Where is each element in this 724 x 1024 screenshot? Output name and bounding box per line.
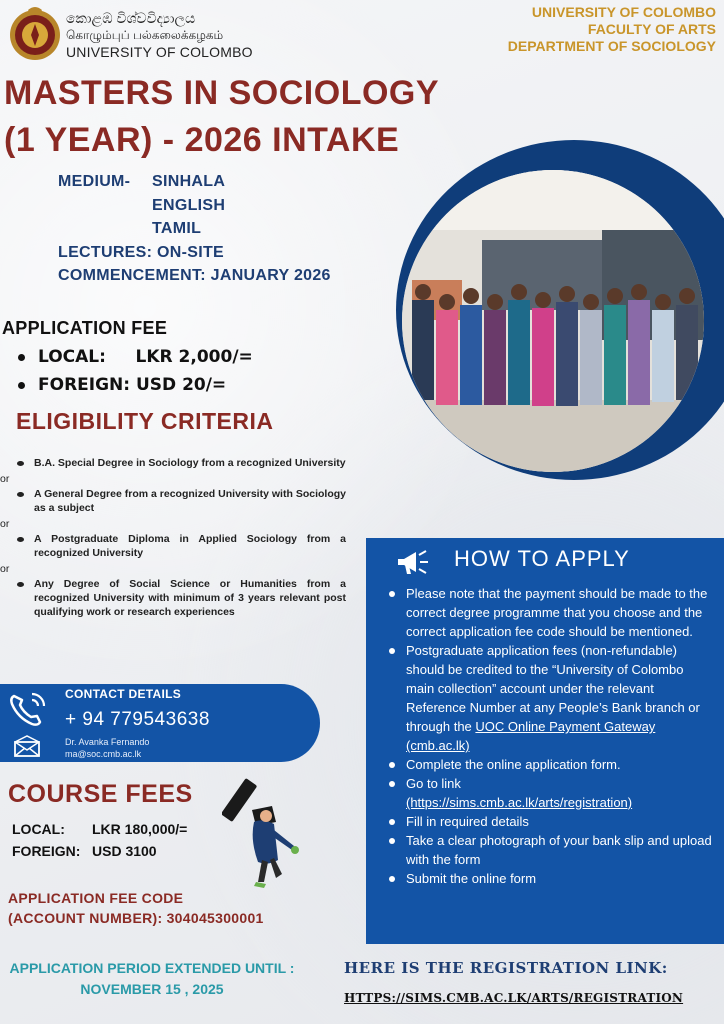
bullet-icon	[17, 582, 24, 587]
list-item	[12, 532, 346, 560]
page-title	[4, 70, 439, 164]
contact-info	[65, 736, 149, 760]
fee-code-line-1: APPLICATION FEE CODE	[8, 890, 184, 906]
university-seal-logo	[8, 4, 62, 62]
header-faculty: FACULTY OF ARTS	[587, 21, 716, 37]
megaphone-icon	[396, 549, 430, 577]
logo-sinhala-text: කොළඹ විශ්වවිද්‍යාලය	[66, 10, 196, 26]
deadline-notice	[4, 958, 300, 1000]
commencement-text: COMMENCEMENT: JANUARY 2026	[58, 267, 331, 284]
header-department: DEPARTMENT OF SOCIOLOGY	[507, 38, 716, 54]
eligibility-list	[0, 456, 346, 619]
registration-link[interactable]: HTTPS://SIMS.CMB.AC.LK/ARTS/REGISTRATION	[344, 991, 684, 1005]
step-text: Postgraduate application fees (non-refundable) should be credited to the “University of Colombo main collection” account under the relevant Reference Number at any People’s Bank branch or through the	[406, 643, 700, 734]
bullet-icon	[389, 648, 395, 654]
eligibility-item-text: A General Degree from a recognized University with Sociology as a subject	[34, 488, 346, 514]
payment-gateway-link[interactable]: UOC Online Payment Gateway (cmb.ac.lk)	[406, 719, 656, 753]
bullet-icon	[17, 537, 24, 542]
step-text: Please note that the payment should be made to the correct degree programme that you choose and the correct application fee code should be mentioned.	[406, 586, 708, 639]
eligibility-item-text: A Postgraduate Diploma in Applied Sociology from a recognized University	[34, 533, 346, 559]
eligibility-item-text: B.A. Special Degree in Sociology from a recognized University	[34, 457, 346, 469]
local-fee-text: LOCAL: LKR 2,000/=	[38, 347, 253, 367]
step-text: Fill in required details	[406, 814, 529, 829]
mail-icon	[13, 735, 41, 757]
deadline-line-2: NOVEMBER 15 , 2025	[80, 981, 224, 997]
step-text: Go to link	[406, 776, 461, 791]
bullet-icon	[389, 781, 395, 787]
phone-icon	[8, 690, 50, 728]
medium-language-tamil: TAMIL	[152, 220, 202, 237]
university-name-block	[66, 10, 253, 61]
how-to-apply-title: HOW TO APPLY	[454, 546, 630, 571]
fee-code-line-2: (ACCOUNT NUMBER): 304045300001	[8, 910, 264, 926]
or-separator: or	[0, 473, 10, 485]
registration-link-inline[interactable]: (https://sims.cmb.ac.lk/arts/registration)	[406, 795, 633, 810]
step-text: Take a clear photograph of your bank slip and upload with the form	[406, 833, 712, 867]
course-fee-local-label: LOCAL:	[12, 821, 65, 837]
registration-heading: HERE IS THE REGISTRATION LINK:	[344, 959, 668, 977]
lectures-text: LECTURES: ON-SITE	[58, 243, 224, 261]
bullet-icon	[389, 591, 395, 597]
logo-english-text: UNIVERSITY OF COLOMBO	[66, 44, 253, 60]
eligibility-heading: ELIGIBILITY CRITERIA	[16, 408, 274, 434]
or-separator: or	[0, 563, 10, 575]
list-item	[388, 755, 714, 774]
foreign-fee-text: FOREIGN: USD 20/=	[38, 375, 227, 395]
eligibility-item-text: Any Degree of Social Science or Humanities from a recognized University with minimum of 3 years relevant post qualifying work or research experiences	[34, 578, 346, 618]
bullet-icon	[18, 382, 25, 389]
bullet-icon	[17, 461, 24, 466]
group-photo	[402, 170, 704, 472]
bullet-icon	[389, 762, 395, 768]
bullet-icon	[389, 819, 395, 825]
bullet-icon	[18, 354, 25, 361]
list-item	[388, 812, 714, 831]
list-item	[18, 343, 253, 371]
list-item	[388, 831, 714, 869]
faculty-header	[508, 4, 716, 55]
contact-title: CONTACT DETAILS	[65, 687, 182, 701]
medium-label: MEDIUM-	[58, 173, 131, 190]
course-fee-foreign-value: USD 3100	[92, 843, 157, 859]
header-university: UNIVERSITY OF COLOMBO	[531, 4, 716, 20]
title-line-1: MASTERS IN SOCIOLOGY	[4, 74, 440, 112]
step-text: Submit the online form	[406, 871, 537, 886]
course-fee-local-value: LKR 180,000/=	[92, 821, 188, 837]
bullet-icon	[17, 492, 24, 497]
list-item	[388, 584, 714, 641]
application-fee-code	[8, 888, 264, 928]
programme-details	[58, 170, 331, 288]
contact-phone[interactable]: + 94 779543638	[65, 709, 210, 730]
list-item	[12, 456, 346, 470]
list-item	[388, 869, 714, 888]
list-item	[18, 371, 253, 399]
or-separator: or	[0, 518, 10, 530]
deadline-line-1: APPLICATION PERIOD EXTENDED UNTIL :	[9, 960, 295, 976]
list-item	[12, 487, 346, 515]
application-fee-heading: APPLICATION FEE	[2, 318, 168, 338]
list-item	[388, 774, 714, 812]
step-text: Complete the online application form.	[406, 757, 621, 772]
medium-language-english: ENGLISH	[152, 196, 226, 214]
logo-tamil-text: கொழும்புப் பல்கலைக்கழகம்	[66, 28, 224, 42]
bullet-icon	[389, 876, 395, 882]
course-fees-list	[12, 818, 187, 862]
bullet-icon	[389, 838, 395, 844]
medium-language-sinhala: SINHALA	[152, 173, 226, 190]
course-fees-heading: COURSE FEES	[8, 780, 193, 808]
list-item	[388, 641, 714, 755]
contact-email[interactable]: ma@soc.cmb.ac.lk	[65, 749, 142, 759]
contact-name: Dr. Avanka Fernando	[65, 737, 150, 747]
course-fee-foreign-label: FOREIGN:	[12, 843, 81, 859]
title-line-2: (1 YEAR) - 2026 INTAKE	[4, 121, 400, 159]
application-fee-list	[18, 343, 253, 399]
list-item	[12, 577, 346, 619]
graduate-illustration	[222, 770, 304, 896]
how-to-apply-list	[388, 584, 714, 888]
